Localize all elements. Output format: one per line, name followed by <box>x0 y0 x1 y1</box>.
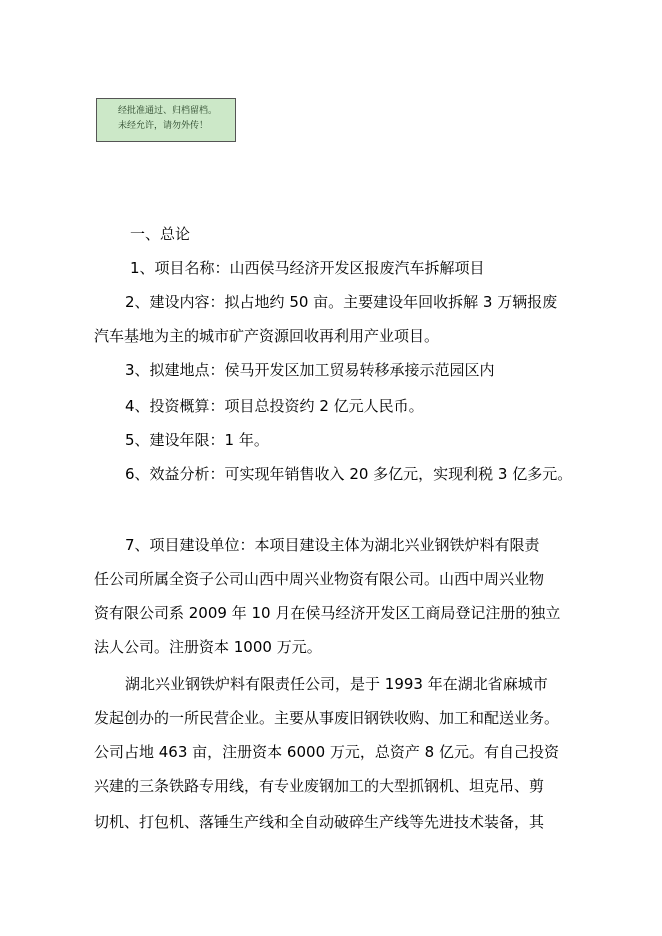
company-para-line-4: 兴建的三条铁路专用线，有专业废钢加工的大型抓钢机、坦克吊、剪 <box>94 777 545 795</box>
company-para-line-5: 切机、打包机、落锤生产线和全自动破碎生产线等先进技术装备，其 <box>94 813 545 831</box>
item7-line-4: 法人公司。注册资本 1000 万元。 <box>94 638 322 656</box>
item-location: 3、拟建地点：侯马开发区加工贸易转移承接示范园区内 <box>125 361 495 379</box>
item-investment: 4、投资概算：项目总投资约 2 亿元人民币。 <box>125 397 424 415</box>
company-para-line-3: 公司占地 463 亩，注册资本 6000 万元，总资产 8 亿元。有自己投资 <box>94 743 559 761</box>
company-para-line-2: 发起创办的一所民营企业。主要从事废旧钢铁收购、加工和配送业务。 <box>94 709 560 727</box>
approval-stamp <box>96 98 236 142</box>
item7-line-1: 7、项目建设单位：本项目建设主体为湖北兴业钢铁炉料有限责 <box>125 536 540 554</box>
item-construction-content: 2、建设内容：拟占地约 50 亩。主要建设年回收拆解 3 万辆报废 <box>125 293 558 311</box>
item-project-name: 1、项目名称：山西侯马经济开发区报废汽车拆解项目 <box>130 259 485 277</box>
item7-line-3: 资有限公司系 2009 年 10 月在侯马经济开发区工商局登记注册的独立 <box>94 604 561 622</box>
company-para-line-1: 湖北兴业钢铁炉料有限责任公司，是于 1993 年在湖北省麻城市 <box>125 675 548 693</box>
item-duration: 5、建设年限：1 年。 <box>125 431 269 449</box>
stamp-line-1: 经批准通过、归档留档。 <box>118 106 218 116</box>
item7-line-2: 任公司所属全资子公司山西中周兴业物资有限公司。山西中周兴业物 <box>94 570 545 588</box>
stamp-line-2: 未经允许，请勿外传！ <box>118 121 209 131</box>
section-title: 一、总论 <box>130 225 191 243</box>
item-benefit: 6、效益分析：可实现年销售收入 20 多亿元，实现利税 3 亿多元。 <box>125 465 573 483</box>
item-construction-content-cont: 汽车基地为主的城市矿产资源回收再利用产业项目。 <box>94 327 440 345</box>
